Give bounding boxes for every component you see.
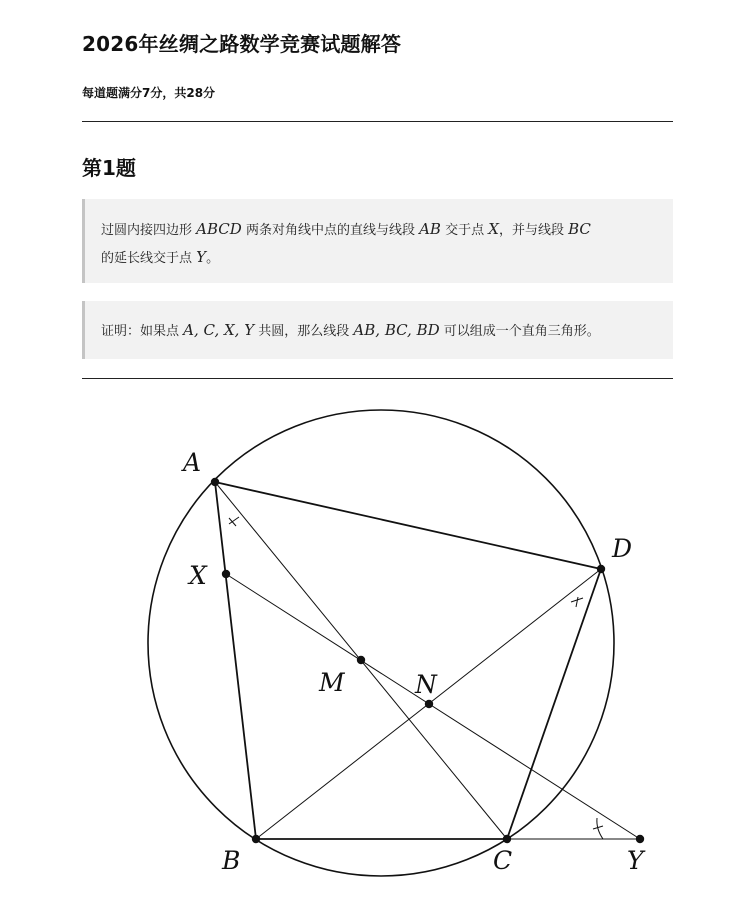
label-m: M — [319, 668, 345, 697]
problem-heading: 第1题 — [82, 156, 136, 180]
statement-math-point-x: X — [488, 220, 499, 238]
geometry-figure — [0, 380, 736, 910]
statement-text-3: 交于点 — [445, 223, 485, 238]
line-xy — [226, 574, 640, 839]
point-d-dot — [597, 565, 605, 573]
side-ab — [215, 482, 256, 839]
statement-math-point-y: Y — [196, 248, 207, 266]
problem-claim — [82, 301, 673, 359]
label-y: Y — [627, 846, 644, 875]
claim-text-3: 可以组成一个直角三角形。 — [443, 324, 600, 339]
statement-math-segment-ab: AB — [419, 220, 441, 238]
label-d: D — [612, 534, 633, 563]
point-y-dot — [636, 835, 644, 843]
angle-mark-d-tick — [576, 597, 578, 607]
statement-math-segment-bc: BC — [568, 220, 591, 238]
label-a: A — [183, 448, 202, 477]
point-c-dot — [503, 835, 511, 843]
statement-text-2: 两条对角线中点的直线与线段 — [245, 223, 415, 238]
statement-math-quadrilateral: ABCD — [196, 220, 242, 238]
angle-mark-a-tick — [229, 517, 239, 524]
claim-math-points: A, C, X, Y — [183, 321, 255, 339]
label-c: C — [493, 846, 513, 875]
label-n: N — [415, 670, 437, 699]
score-note: 每道题满分7分，共28分 — [82, 86, 216, 100]
statement-text-5: 的延长线交于点 — [101, 251, 193, 266]
statement-text-6: 。 — [206, 251, 220, 266]
point-x-dot — [222, 570, 230, 578]
point-n-dot — [425, 700, 433, 708]
claim-math-segments: AB, BC, BD — [353, 321, 440, 339]
statement-text-1: 过圆内接四边形 — [101, 223, 193, 238]
geometry-diagram — [0, 380, 736, 910]
point-m-dot — [357, 656, 365, 664]
page-title: 2026年丝绸之路数学竞赛试题解答 — [82, 32, 402, 56]
side-ad — [215, 482, 601, 569]
label-b: B — [222, 846, 241, 875]
point-b-dot — [252, 835, 260, 843]
divider-figure — [82, 378, 673, 379]
divider-top — [82, 121, 673, 122]
point-a-dot — [211, 478, 219, 486]
label-x: X — [189, 561, 207, 590]
angle-mark-y — [597, 818, 603, 839]
problem-statement — [82, 199, 673, 283]
statement-text-4: ，并与线段 — [498, 223, 564, 238]
claim-text-2: 共圆，那么线段 — [258, 324, 350, 339]
claim-text-1: 证明：如果点 — [101, 324, 180, 339]
